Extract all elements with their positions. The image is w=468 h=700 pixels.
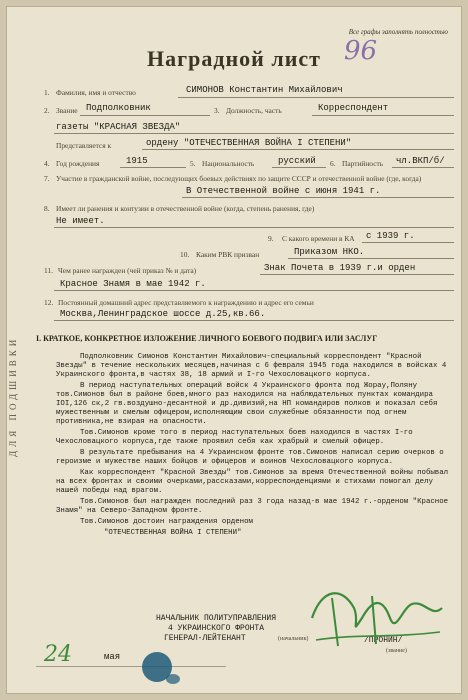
paragraph-2: В период наступательных операций войск 4 Украинского фронта под Жорау,Поляну тов.Симонов был в районе боев,много раз находился на наблюдательных пунктах командира IOI,126 ск,2 гв.воздушно-десантной и др.дивизий,на НП командиров полков и показал себя мужественным и смелым офицером,исполняющим свои служебные обязанности под огнем противника,не взирая на опасности. [56, 382, 438, 426]
field-12-label: Постоянный домашний адрес представляемого к награждению и адрес его семьи [58, 298, 314, 307]
field-4-value: 1915 [126, 156, 148, 166]
paragraph-7: Тов.Симонов достоин награждения орденом [80, 518, 253, 526]
paragraph-4: В результате пребывания на 4 Украинском фронте тов.Симонов написал серию очерков о героизме и мужестве наших бойцов и офицеров и воинов Чехословацкого корпуса. [56, 449, 444, 466]
field-3-value: Корреспондент [318, 103, 389, 113]
sig-line-3-label: (начальник) [278, 636, 309, 642]
paragraph-5: Как корреспондент "Красной Звезды" тов.Симонов за время Отечественной войны побывал на всех фронтах и своими очерками,рассказами,корреспонденциями и стихами помогал делу нашей победы над врагом. [56, 469, 449, 495]
field-6-label: Партийность [342, 159, 384, 168]
field-7-label: Участие в гражданской войне, последующих боевых действиях по защите СССР и отечественной войне (где, когда) [56, 174, 422, 183]
side-binding-text: ДЛЯ ПОДШИВКИ [8, 335, 18, 457]
sig-line-3: ГЕНЕРАЛ-ЛЕЙТЕНАНТ [164, 634, 246, 643]
paragraph-1: Подполковник Симонов Константин Михайлович-специальный корреспондент "Красной Звезды" в течение нескольких месяцев,начиная с 6 февраля 1945 года находился в войсках 4 Украинского фронта,в частях 38, 18 армий и I-го Чехословацкого корпуса. [56, 353, 447, 379]
paragraph-6: Тов.Симонов был награжден последний раз 3 года назад-в мае 1942 г.-орденом "Красное Знамя" на Северо-Западном фронте. [56, 498, 449, 515]
field-8-label: Имеет ли ранения и контузии в отечественной войне (когда, степень ранения, где) [56, 204, 315, 213]
field-pred-value: ордену "ОТЕЧЕСТВЕННАЯ ВОЙНА I СТЕПЕНИ" [146, 138, 352, 148]
field-9-value: с 1939 г. [366, 231, 415, 241]
document-title: Наградной лист [147, 46, 321, 71]
field-5-label: Национальность [202, 159, 255, 168]
field-2-value: Подполковник [86, 103, 151, 113]
field-10-label: Каким РВК призван [196, 250, 260, 259]
award-sheet [6, 6, 462, 694]
sig-name: /ПРОНИН/ [364, 636, 403, 645]
ink-blot-small [166, 674, 180, 684]
field-11-num: 11. [44, 266, 53, 275]
field-9-label: С какого времени в КА [282, 234, 355, 243]
citation-body [56, 353, 456, 540]
field-6-value: чл.ВКП/б/ [396, 156, 445, 166]
field-pred-label: Представляется к [56, 141, 112, 150]
field-11-value2: Красное Знамя в мае 1942 г. [60, 279, 206, 289]
sig-line-1: НАЧАЛЬНИК ПОЛИТУПРАВЛЕНИЯ [156, 614, 277, 623]
section-title: I. КРАТКОЕ, КОНКРЕТНОЕ ИЗЛОЖЕНИЕ ЛИЧНОГО БОЕВОГО ПОДВИГА ИЛИ ЗАСЛУГ [36, 334, 378, 343]
handwritten-number: 96 [344, 36, 378, 66]
last-line: "ОТЕЧЕСТВЕННАЯ ВОЙНА I СТЕПЕНИ" [104, 529, 242, 537]
handwritten-signature [302, 578, 452, 658]
field-8-num: 8. [44, 204, 50, 213]
field-3b-value: газеты "КРАСНАЯ ЗВЕЗДА" [56, 122, 181, 132]
field-1-label: Фамилия, имя и отчество [56, 88, 136, 97]
field-11-label: Чем ранее награжден (чей приказ № и дата) [58, 266, 197, 275]
field-7-value: В Отечественной войне с июня 1941 г. [186, 186, 381, 196]
field-4-num: 4. [44, 159, 50, 168]
field-5-value: русский [278, 156, 316, 166]
field-6-num: 6. [330, 159, 336, 168]
field-9-num: 9. [268, 234, 274, 243]
field-2-label: Звание [56, 106, 78, 115]
fill-all-note: Все графы заполнять полностью [348, 28, 448, 36]
field-7-num: 7. [44, 174, 50, 183]
field-11-value: Знак Почета в 1939 г.и орден [264, 263, 416, 273]
field-3-label: Должность, часть [226, 106, 282, 115]
field-8-value: Не имеет. [56, 216, 105, 226]
field-2-num: 2. [44, 106, 50, 115]
paragraph-3: Тов.Симонов кроме того в период наступательных боев находился в частях I-го Чехословацкого корпуса,где также проявил себя как храбрый и смелый офицер. [56, 429, 413, 446]
sig-line-2: 4 УКРАИНСКОГО ФРОНТА [168, 624, 265, 633]
sig-name-label: (звание) [386, 648, 407, 654]
field-12-value: Москва,Ленинградское шоссе д.25,кв.66. [60, 309, 266, 319]
field-4-label: Год рождения [56, 159, 100, 168]
footer-month: мая [104, 652, 121, 662]
field-10-value: Приказом НКО. [294, 247, 365, 257]
field-12-num: 12. [44, 298, 54, 307]
field-1-value: СИМОНОВ Константин Михайлович [186, 85, 343, 95]
handwritten-day: 24 [44, 642, 72, 667]
field-5-num: 5. [190, 159, 196, 168]
field-3-num: 3. [214, 106, 220, 115]
field-1-num: 1. [44, 88, 50, 97]
field-10-num: 10. [180, 250, 190, 259]
